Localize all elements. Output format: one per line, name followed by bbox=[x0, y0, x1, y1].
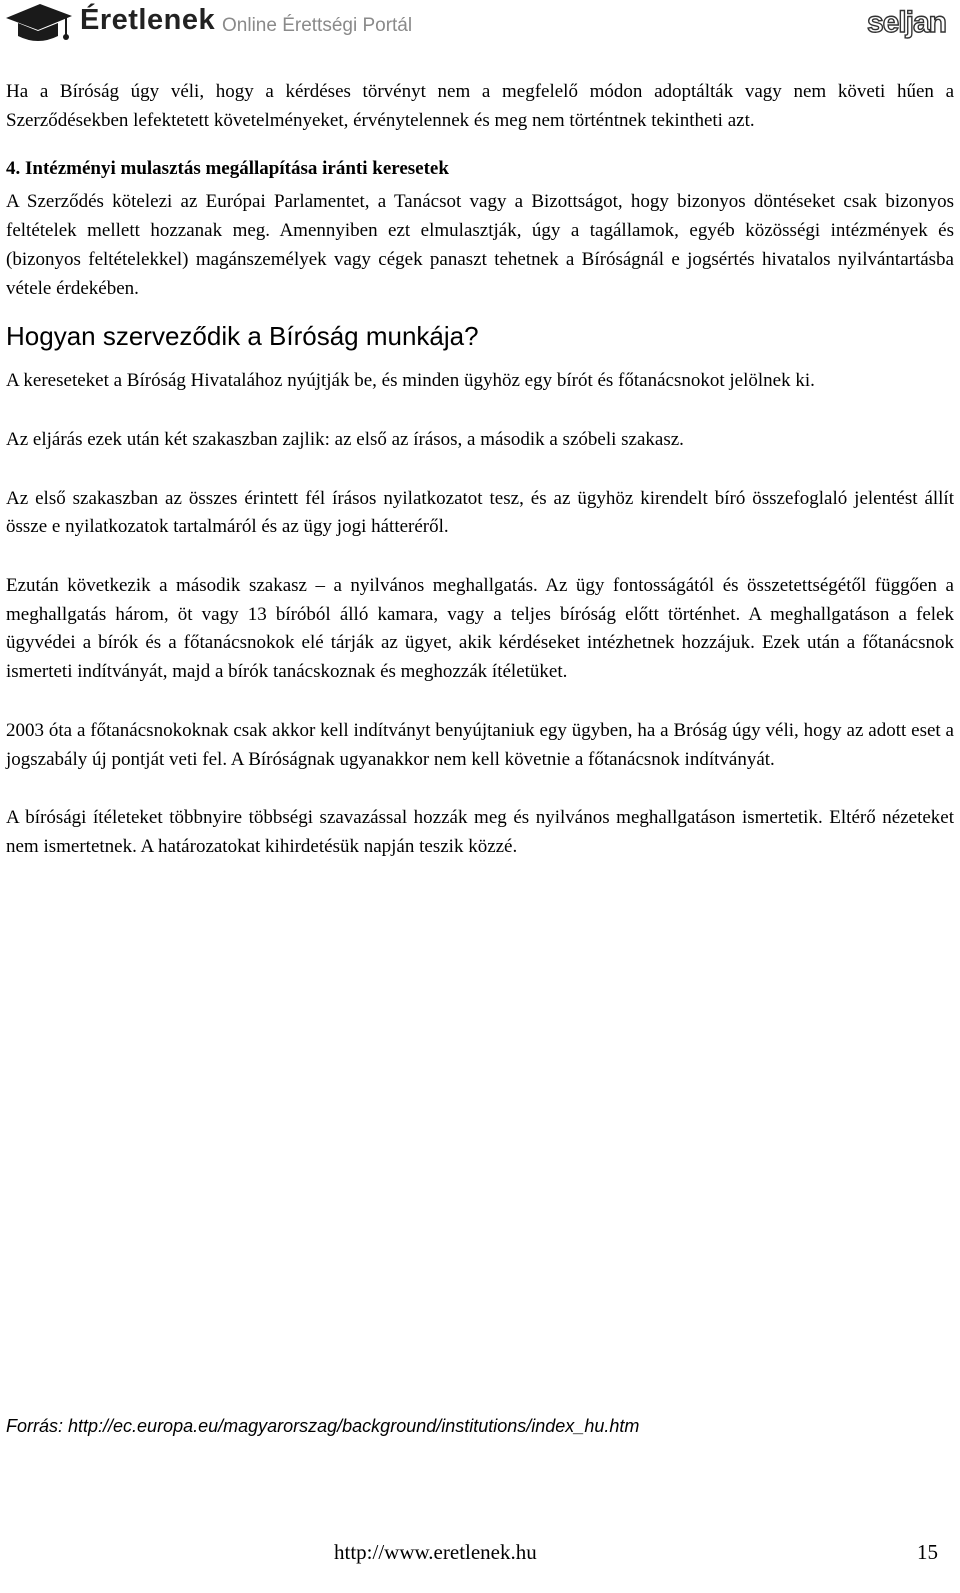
paragraph: Az eljárás ezek után két szakaszban zajlik: az első az írásos, a második a szóbeli szakasz. bbox=[6, 428, 684, 450]
graduation-cap-icon bbox=[4, 2, 74, 44]
subsection-heading: Hogyan szerveződik a Bíróság munkája? bbox=[6, 321, 479, 352]
brand-tagline: Online Érettségi Portál bbox=[222, 15, 413, 36]
partner-logo: seljan bbox=[866, 6, 946, 39]
paragraph: A kereseteket a Bíróság Hivatalához nyújtják be, és minden ügyhöz egy bírót és főtanácsnokot jelölnek ki. bbox=[6, 370, 815, 392]
page-header bbox=[0, 0, 960, 60]
brand-name: Éretlenek bbox=[80, 4, 216, 36]
page-number: 15 bbox=[917, 1540, 938, 1564]
document-body bbox=[6, 78, 954, 862]
paragraph: A Szerződés kötelezi az Európai Parlamentet, a Tanácsot vagy a Bizottságot, hogy bizonyos döntéseket csak bizonyos feltételek mellett hozzanak meg. Amennyiben ezt elmulasztják, úgy a tagállamok, egyéb közösségi intézmények és (bizonyos feltételekkel) magánszemélyek vagy cégek panaszt tehetnek a Bíróságnál e jogsértés hivatalos nyilvántartásba vétele érdekében. bbox=[6, 191, 954, 299]
footer-url: http://www.eretlenek.hu bbox=[334, 1540, 537, 1564]
paragraph: Ezután következik a második szakasz – a nyilvános meghallgatás. Az ügy fontosságától és összetettségétől függően a meghallgatás három, öt vagy 13 bíróból álló kamara, vagy a teljes bíróság előtt történhet. A meghallgatáson a felek ügyvédei a bírók és a főtanácsnokok elé tárják az ügyet, akik kérdéseket intézhetnek hozzájuk. Ezek után a főtanácsnok ismerteti indítványát, majd a bírók tanácskoznak és meghozzák ítéletüket. bbox=[6, 575, 954, 683]
section-heading: 4. Intézményi mulasztás megállapítása iránti keresetek bbox=[6, 158, 449, 180]
paragraph: 2003 óta a főtanácsnokoknak csak akkor kell indítványt benyújtaniuk egy ügyben, ha a Bróság úgy véli, hogy az adott eset a jogszabály új pontját veti fel. A Bíróságnak ugyanakkor nem kell követnie a főtanácsnok indítványát. bbox=[6, 719, 954, 770]
paragraph: Az első szakaszban az összes érintett fél írásos nyilatkozatot tesz, és az ügyhöz kirendelt bíró összefoglaló jelentést állít össze e nyilatkozatok tartalmáról és az ügy jogi hátteréről. bbox=[6, 487, 954, 538]
paragraph: Ha a Bíróság úgy véli, hogy a kérdéses törvényt nem a megfelelő módon adoptálták vagy nem követi hűen a Szerződésekben lefektetett követelményeket, érvénytelennek és meg nem történtnek tekintheti azt. bbox=[6, 81, 954, 131]
source-citation: Forrás: http://ec.europa.eu/magyarorszag/background/institutions/index_hu.htm bbox=[6, 1416, 640, 1436]
paragraph: A bírósági ítéleteket többnyire többségi szavazással hozzák meg és nyilvános meghallgatáson ismertetik. Eltérő nézeteket nem ismertetnek. A határozatokat kihirdetésük napján teszik közzé. bbox=[6, 807, 954, 857]
